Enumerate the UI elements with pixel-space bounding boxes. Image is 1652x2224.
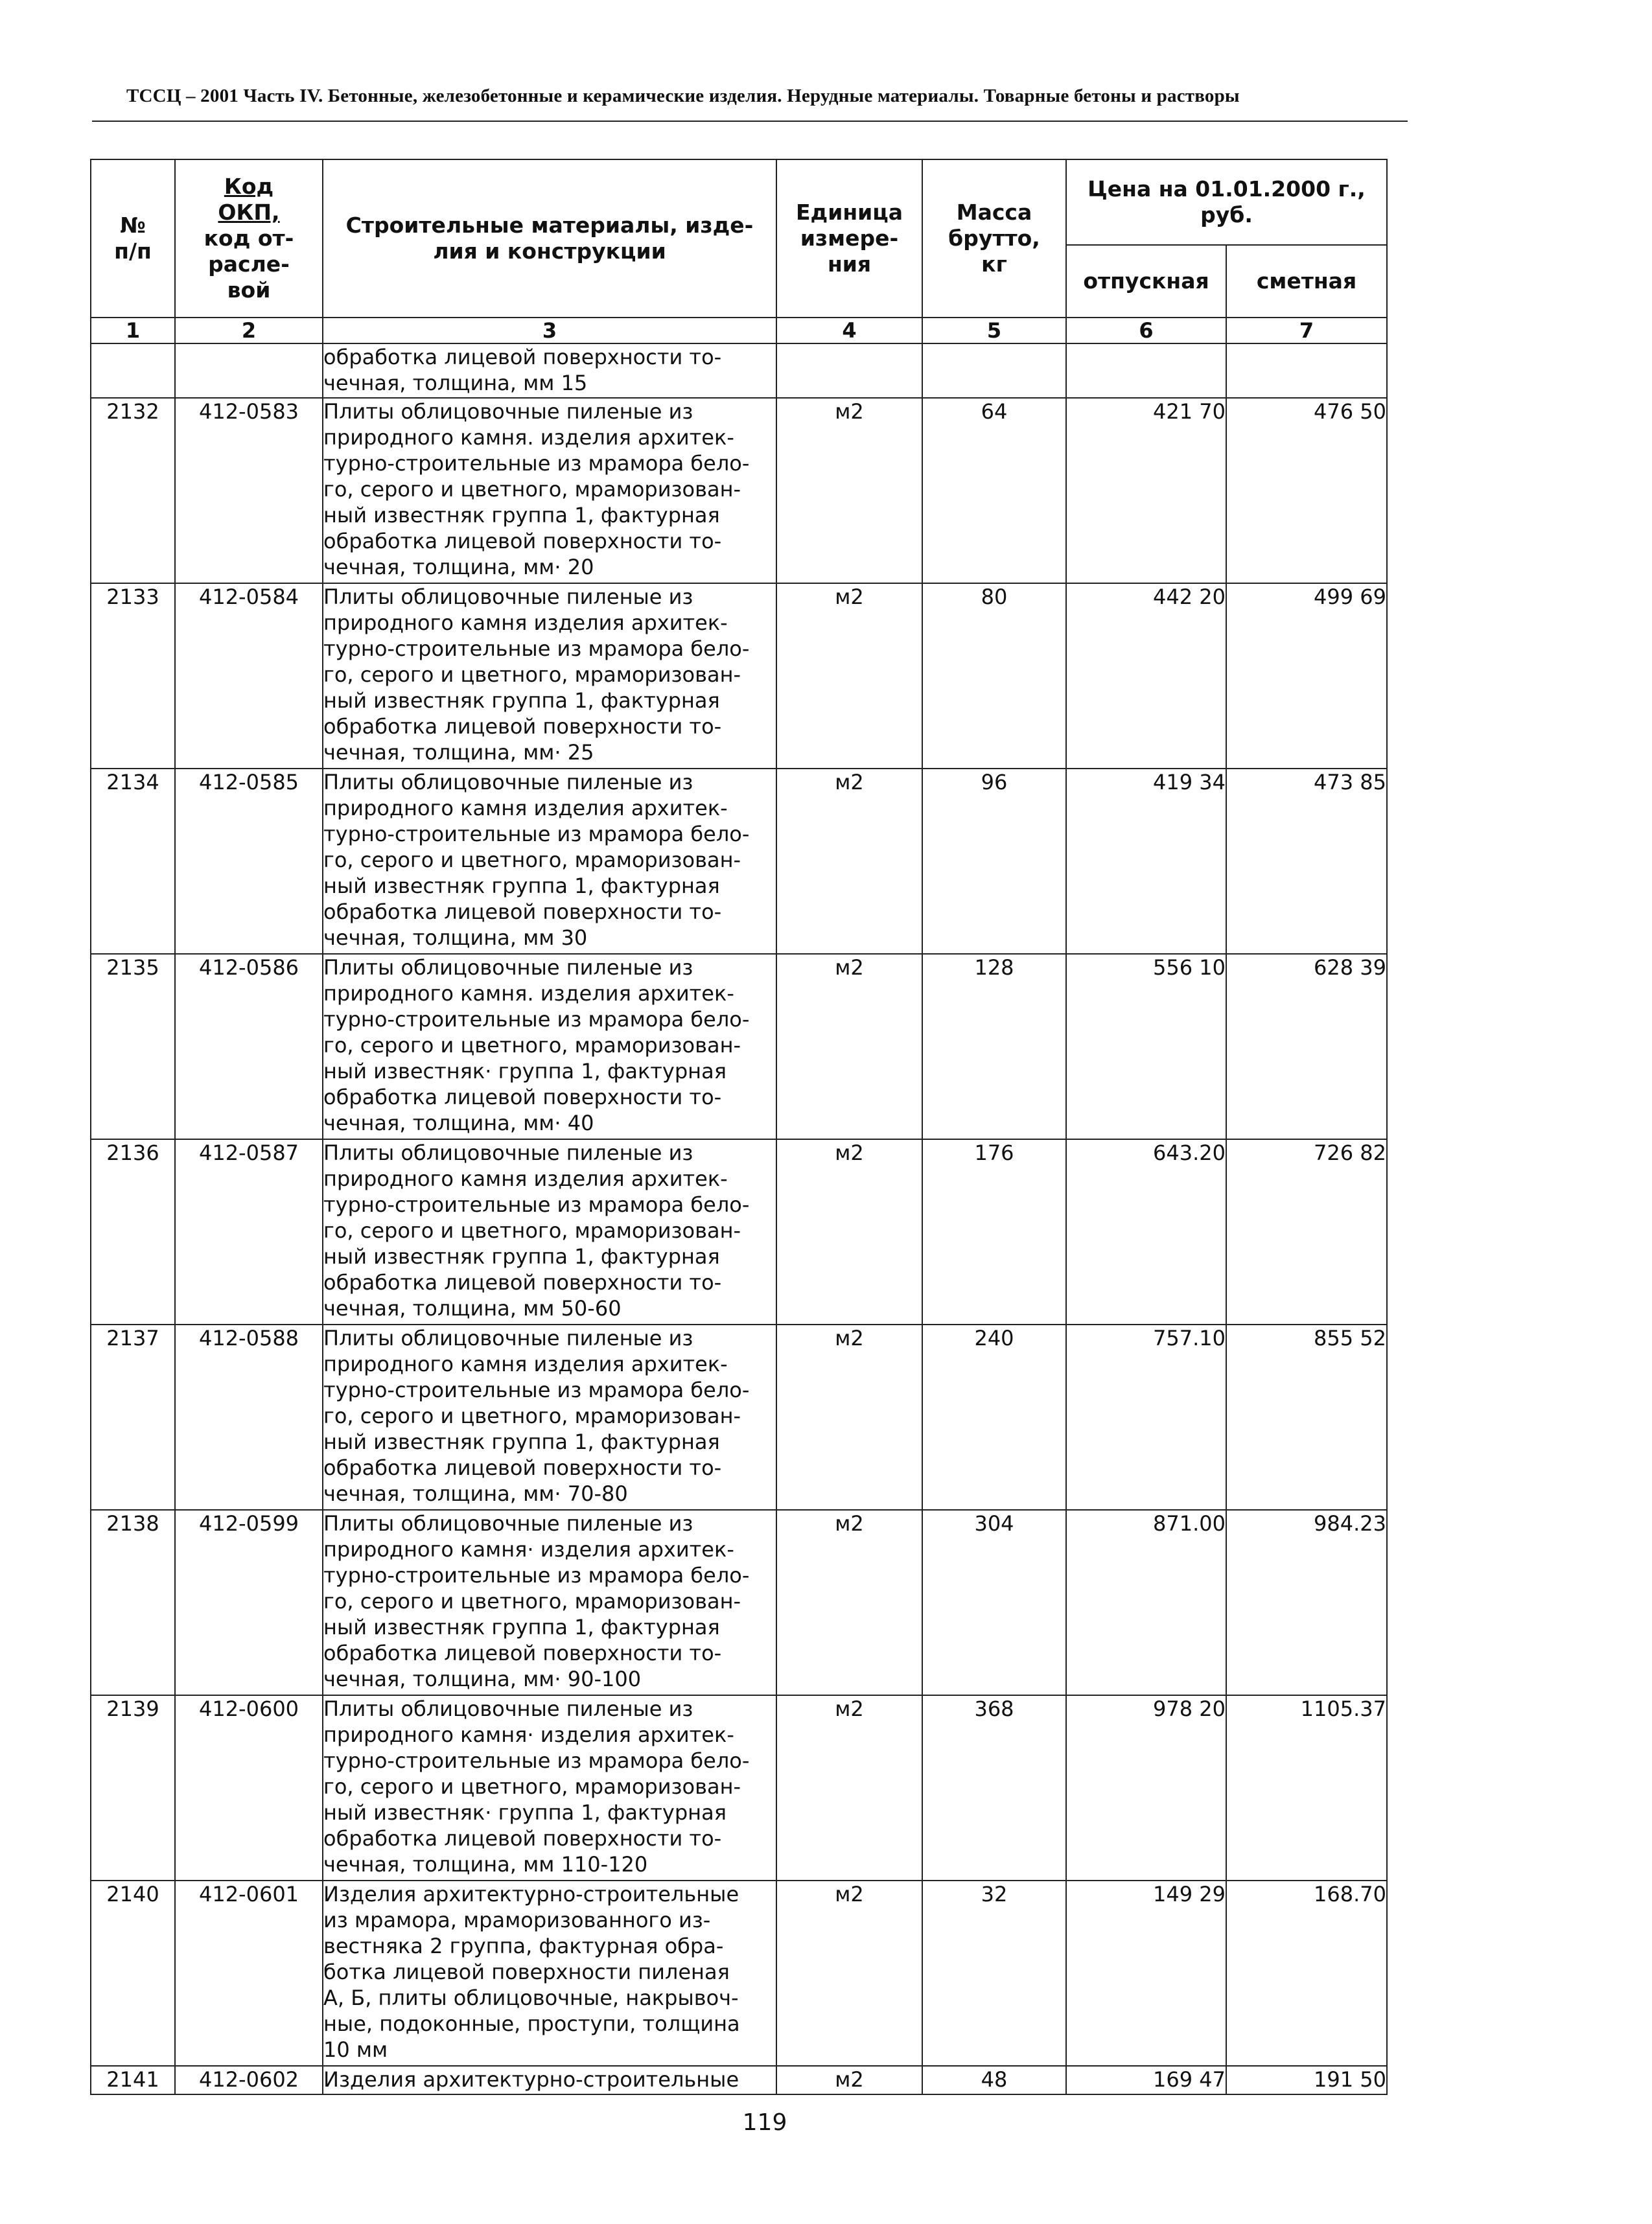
cell-unit: м2 xyxy=(776,1695,922,1881)
cell-description: Плиты облицовочные пиленые из природного камня изделия архитек- турно-строительные из мрамора бело- го, серого и цветного, мраморизован- ный известняк группа 1, фактурная обработка лицевой поверхности то- чечная, толщина, мм 50-60 xyxy=(323,1139,776,1325)
cell-unit: м2 xyxy=(776,398,922,583)
table-row xyxy=(91,769,1387,954)
cell-no: 2135 xyxy=(91,954,175,1139)
cell-unit: м2 xyxy=(776,1139,922,1325)
cell-price xyxy=(1066,343,1226,398)
col-header-mass: Масса брутто, кг xyxy=(922,159,1066,318)
page-number: 119 xyxy=(742,2109,787,2136)
cell-estimate: 628 39 xyxy=(1226,954,1387,1139)
cell-description: Плиты облицовочные пиленые из природного камня изделия архитек- турно-строительные из мрамора бело- го, серого и цветного, мраморизован- ный известняк группа 1, фактурная обработка лицевой поверхности то- чечная, толщина, мм 30 xyxy=(323,769,776,954)
cell-estimate: 473 85 xyxy=(1226,769,1387,954)
cell-mass: 48 xyxy=(922,2066,1066,2094)
cell-no: 2136 xyxy=(91,1139,175,1325)
cell-mass xyxy=(922,343,1066,398)
table-row xyxy=(91,1695,1387,1881)
cell-code: 412-0601 xyxy=(175,1881,323,2066)
cell-no: 2140 xyxy=(91,1881,175,2066)
cell-estimate: 499 69 xyxy=(1226,583,1387,769)
cell-code: 412-0584 xyxy=(175,583,323,769)
col-header-description: Строительные материалы, изде- лия и конструкции xyxy=(323,159,776,318)
cell-description: Плиты облицовочные пиленые из природного камня изделия архитек- турно-строительные из мрамора бело- го, серого и цветного, мраморизован- ный известняк группа 1, фактурная обработка лицевой поверхности то- чечная, толщина, мм· 25 xyxy=(323,583,776,769)
cell-estimate: 168.70 xyxy=(1226,1881,1387,2066)
cell-mass: 64 xyxy=(922,398,1066,583)
cell-no: 2141 xyxy=(91,2066,175,2094)
cell-no: 2134 xyxy=(91,769,175,954)
cell-code: 412-0599 xyxy=(175,1510,323,1695)
table-row xyxy=(91,1325,1387,1510)
cell-price: 871.00 xyxy=(1066,1510,1226,1695)
table-row xyxy=(91,2066,1387,2094)
cell-mass: 368 xyxy=(922,1695,1066,1881)
cell-unit: м2 xyxy=(776,954,922,1139)
cell-price: 442 20 xyxy=(1066,583,1226,769)
cell-estimate xyxy=(1226,343,1387,398)
cell-mass: 128 xyxy=(922,954,1066,1139)
cell-estimate: 855 52 xyxy=(1226,1325,1387,1510)
table-row xyxy=(91,398,1387,583)
column-number-row xyxy=(91,318,1387,343)
column-number: 1 xyxy=(91,318,175,343)
cell-mass: 176 xyxy=(922,1139,1066,1325)
cell-description: Плиты облицовочные пиленые из природного камня изделия архитек- турно-строительные из мрамора бело- го, серого и цветного, мраморизован- ный известняк группа 1, фактурная обработка лицевой поверхности то- чечная, толщина, мм· 70-80 xyxy=(323,1325,776,1510)
cell-price: 149 29 xyxy=(1066,1881,1226,2066)
cell-code: 412-0588 xyxy=(175,1325,323,1510)
cell-no: 2137 xyxy=(91,1325,175,1510)
header-rule xyxy=(92,121,1408,122)
cell-unit: м2 xyxy=(776,1325,922,1510)
col-header-price: отпускная xyxy=(1066,245,1226,318)
running-header: ТССЦ – 2001 Часть IV. Бетонные, железобетонные и керамические изделия. Нерудные материалы. Товарные бетоны и растворы xyxy=(126,86,1240,106)
cell-price: 169 47 xyxy=(1066,2066,1226,2094)
column-number: 5 xyxy=(922,318,1066,343)
cell-estimate: 191 50 xyxy=(1226,2066,1387,2094)
cell-description: Плиты облицовочные пиленые из природного камня· изделия архитек- турно-строительные из мрамора бело- го, серого и цветного, мраморизован- ный известняк· группа 1, фактурная обработка лицевой поверхности то- чечная, толщина, мм 110-120 xyxy=(323,1695,776,1881)
cell-mass: 96 xyxy=(922,769,1066,954)
cell-description: Изделия архитектурно-строительные xyxy=(323,2066,776,2094)
continuation-row xyxy=(91,343,1387,398)
cell-price: 419 34 xyxy=(1066,769,1226,954)
cell-unit: м2 xyxy=(776,2066,922,2094)
cell-no: 2133 xyxy=(91,583,175,769)
cell-unit: м2 xyxy=(776,769,922,954)
column-number: 2 xyxy=(175,318,323,343)
cell-description: Плиты облицовочные пиленые из природного камня. изделия архитек- турно-строительные из мрамора бело- го, серого и цветного, мраморизован- ный известняк· группа 1, фактурная обработка лицевой поверхности то- чечная, толщина, мм· 40 xyxy=(323,954,776,1139)
cell-price: 978 20 xyxy=(1066,1695,1226,1881)
cell-code: 412-0587 xyxy=(175,1139,323,1325)
cell-mass: 240 xyxy=(922,1325,1066,1510)
col-header-code: Код ОКП, код от- расле- вой xyxy=(175,159,323,318)
table-row xyxy=(91,583,1387,769)
cell-mass: 304 xyxy=(922,1510,1066,1695)
cell-code: 412-0583 xyxy=(175,398,323,583)
table-row xyxy=(91,1881,1387,2066)
table-row xyxy=(91,954,1387,1139)
column-number: 3 xyxy=(323,318,776,343)
cell-price: 556 10 xyxy=(1066,954,1226,1139)
price-table xyxy=(90,159,1388,2095)
cell-no: 2138 xyxy=(91,1510,175,1695)
cell-description: Изделия архитектурно-строительные из мрамора, мраморизованного из- вестняка 2 группа, фактурная обра- ботка лицевой поверхности пиленая А, Б, плиты облицовочные, накрывоч- ные, подоконные, проступи, толщина 10 мм xyxy=(323,1881,776,2066)
cell-code: 412-0586 xyxy=(175,954,323,1139)
cell-unit: м2 xyxy=(776,1881,922,2066)
col-header-no: № п/п xyxy=(91,159,175,318)
cell-estimate: 1105.37 xyxy=(1226,1695,1387,1881)
column-number: 7 xyxy=(1226,318,1387,343)
cell-description: Плиты облицовочные пиленые из природного камня. изделия архитек- турно-строительные из мрамора бело- го, серого и цветного, мраморизован- ный известняк группа 1, фактурная обработка лицевой поверхности то- чечная, толщина, мм· 20 xyxy=(323,398,776,583)
cell-mass: 80 xyxy=(922,583,1066,769)
cell-estimate: 476 50 xyxy=(1226,398,1387,583)
col-header-estimate: сметная xyxy=(1226,245,1387,318)
cell-code: 412-0602 xyxy=(175,2066,323,2094)
cell-no xyxy=(91,343,175,398)
cell-code: 412-0585 xyxy=(175,769,323,954)
table-row xyxy=(91,1510,1387,1695)
cell-code: 412-0600 xyxy=(175,1695,323,1881)
cell-price: 757.10 xyxy=(1066,1325,1226,1510)
cell-no: 2132 xyxy=(91,398,175,583)
cell-unit: м2 xyxy=(776,583,922,769)
cell-unit xyxy=(776,343,922,398)
cell-unit: м2 xyxy=(776,1510,922,1695)
cell-mass: 32 xyxy=(922,1881,1066,2066)
col-header-unit: Единица измере- ния xyxy=(776,159,922,318)
cell-price: 421 70 xyxy=(1066,398,1226,583)
cell-description: обработка лицевой поверхности то- чечная, толщина, мм 15 xyxy=(323,343,776,398)
column-number: 4 xyxy=(776,318,922,343)
cell-estimate: 984.23 xyxy=(1226,1510,1387,1695)
cell-no: 2139 xyxy=(91,1695,175,1881)
cell-code xyxy=(175,343,323,398)
cell-price: 643.20 xyxy=(1066,1139,1226,1325)
table-row xyxy=(91,1139,1387,1325)
column-number: 6 xyxy=(1066,318,1226,343)
col-header-price-group: Цена на 01.01.2000 г., руб. xyxy=(1066,159,1387,245)
cell-estimate: 726 82 xyxy=(1226,1139,1387,1325)
cell-description: Плиты облицовочные пиленые из природного камня· изделия архитек- турно-строительные из мрамора бело- го, серого и цветного, мраморизован- ный известняк группа 1, фактурная обработка лицевой поверхности то- чечная, толщина, мм· 90-100 xyxy=(323,1510,776,1695)
